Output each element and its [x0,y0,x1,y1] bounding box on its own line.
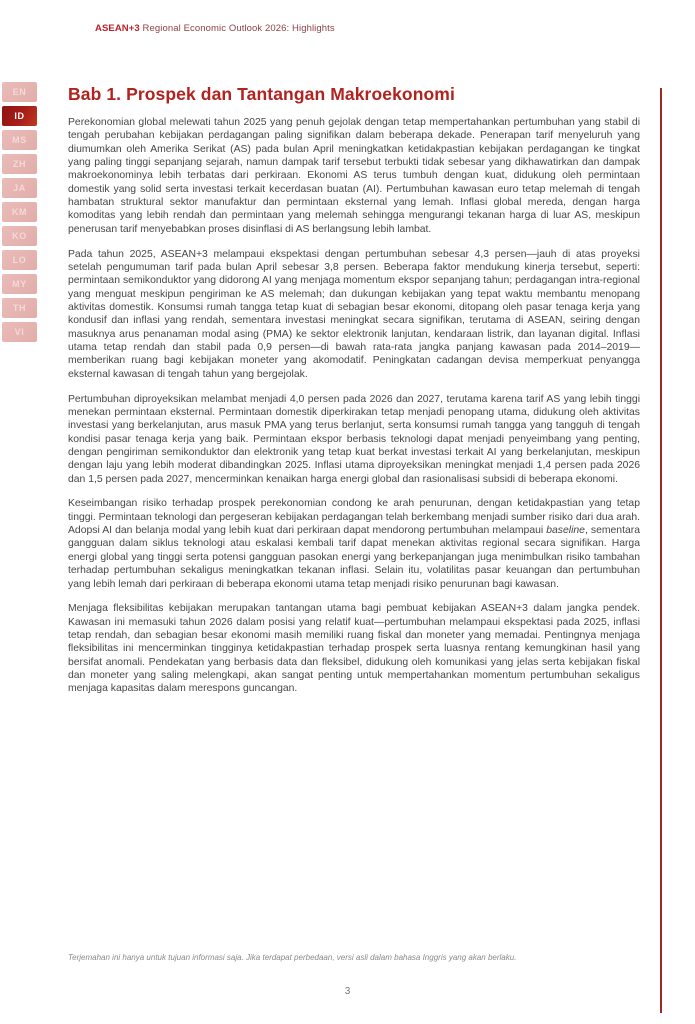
paragraph-5: Menjaga fleksibilitas kebijakan merupakan tantangan utama bagi pembuat kebijakan ASEAN+3 dalam jangka pendek. Kawasan ini memasuki tahun 2026 dalam posisi yang relatif kuat—pertumbuhan melampaui ekspektasi pada 2025, inflasi tetap rendah, dan sebagian besar ekonomi masih memiliki ruang fiskal dan moneter yang memadai. Pentingnya menjaga fleksibilitas ini mencerminkan tingginya ketidakpastian terhadap prospek serta luasnya rentang kemungkinan hasil yang bersifat anomali. Pendekatan yang berbasis data dan fleksibel, didukung oleh komunikasi yang jelas serta kebijakan fiskal dan moneter yang saling melengkapi, akan sangat penting untuk mempertahankan momentum pertumbuhan sekaligus menjaga kapasitas dalam merespons guncangan. [68,603,640,695]
translation-disclaimer: Terjemahan ini hanya untuk tujuan informasi saja. Jika terdapat perbedaan, versi asli dalam bahasa Inggris yang akan berlaku. [68,953,517,962]
page-number: 3 [344,986,351,997]
paragraph-4-after: , sementara gangguan dalam siklus teknologi atau eskalasi kembali tarif dapat menekan aktivitas regional secara signifikan. Harga energi global yang tinggi serta potensi gangguan pasokan energi yang berkepanjangan juga menimbulkan risiko tambahan terhadap pertumbuhan sekaligus meningkatkan tekanan inflasi. Selain itu, volatilitas pasar keuangan dan pertumbuhan yang lebih lemah dari perkiraan di beberapa ekonomi utama tetap menjadi risiko penurunan bagi kawasan. [68,525,640,590]
lang-tab-ko[interactable]: KO [2,226,37,246]
paragraph-4-before: Keseimbangan risiko terhadap prospek perekonomian condong ke arah penurunan, dengan ketidakpastian yang tetap tinggi. Permintaan teknologi dan pergeseran kebijakan perdagangan telah berkembang menjadi sumber risiko dari dua arah. Adopsi AI dan belanja modal yang lebih kuat dari perkiraan dapat mendorong pertumbuhan melampaui [68,498,640,537]
paragraph-1: Perekonomian global melewati tahun 2025 yang penuh gejolak dengan tetap mempertahankan pertumbuhan yang stabil di tengah perubahan kebijakan perdagangan paling signifikan dalam beberapa dekade. Penerapan tarif menyeluruh yang diumumkan oleh Amerika Serikat (AS) pada bulan April meningkatkan ketidakpastian kebijakan perdagangan ke tingkat yang paling tinggi sepanjang sejarah, namun dampak tarif tersebut terbukti tidak sebesar yang dikhawatirkan dan dampak makroekonominya lebih terbatas dari perkiraan. Ekonomi AS terus tumbuh dengan kuat, didukung oleh permintaan domestik yang solid serta investasi terkait kecerdasan buatan (AI). Pertumbuhan kawasan euro tetap melemah di tengah hambatan struktural sektor manufaktur dan permintaan eksternal yang lemah. Inflasi global mereda, dengan harga komoditas yang lebih rendah dan permintaan yang melemah sehingga mengurangi tekanan harga di luar AS, meskipun penerusan tarif menyebabkan proses disinflasi di AS berlangsung lebih lambat. [68,117,640,235]
lang-tab-km[interactable]: KM [2,202,37,222]
chapter-title: Bab 1. Prospek dan Tantangan Makroekonomi [68,84,455,104]
lang-tab-my[interactable]: MY [2,274,37,294]
lang-tab-en[interactable]: EN [2,82,37,102]
lang-tab-id[interactable]: ID [2,106,37,126]
lang-tab-ms[interactable]: MS [2,130,37,150]
lang-tab-th[interactable]: TH [2,298,37,318]
lang-tab-lo[interactable]: LO [2,250,37,270]
lang-tab-zh[interactable]: ZH [2,154,37,174]
right-accent-line [660,88,662,1013]
report-header [95,23,335,34]
report-brand: ASEAN+3 [95,23,140,34]
page-content [68,84,640,707]
paragraph-2: Pada tahun 2025, ASEAN+3 melampaui ekspektasi dengan pertumbuhan sebesar 4,3 persen—jauh di atas proyeksi setelah pengumuman tarif pada bulan April sebesar 3,8 persen. Beberapa faktor mendukung kinerja tersebut, seperti: permintaan semikonduktor yang didorong AI yang menjaga momentum ekspor sepanjang tahun; perdagangan intra-regional yang menguat meskipun pengiriman ke AS melemah; dan dukungan kebijakan yang tepat waktu membantu menopang aktivitas domestik. Konsumsi rumah tangga tetap kuat di sebagian besar ekonomi, ditopang oleh pasar tenaga kerja yang kondusif dan inflasi yang rendah, sementara investasi meningkat secara signifikan, terutama di ASEAN, seiring dengan masuknya arus penanaman modal asing (PMA) ke sektor elektronik lanjutan, kendaraan listrik, dan layanan digital. Inflasi utama tetap rendah dan stabil pada 0,9 persen—di bawah rata-rata jangka panjang kawasan pada 2014–2019—memberikan ruang bagi kebijakan moneter yang akomodatif. Peningkatan cadangan devisa memperkuat penyangga eksternal kawasan di tengah tahun yang bergejolak. [68,248,640,380]
paragraph-4-italic-term: baseline [546,525,585,537]
paragraph-3: Pertumbuhan diproyeksikan melambat menjadi 4,0 persen pada 2026 dan 2027, terutama karena tarif AS yang lebih tinggi menekan permintaan eksternal. Permintaan domestik diperkirakan tetap menjadi penopang utama, didukung oleh aktivitas investasi yang berkelanjutan, arus masuk PMA yang terus berlanjut, serta konsumsi rumah tangga yang tangguh di tengah kondisi pasar tenaga kerja yang baik. Permintaan ekspor berbasis teknologi dapat menjadi penyeimbang yang penting, dengan pengiriman semikonduktor dan elektronik yang tetap kuat berkat investasi terkait AI yang berkelanjutan, meskipun dengan laju yang lebih moderat dibandingkan 2025. Inflasi utama diproyeksikan meningkat menjadi 1,4 persen pada 2026 dan 1,5 persen pada 2027, mencerminkan kenaikan harga energi global dan rasionalisasi subsidi di beberapa ekonomi. [68,393,640,485]
report-subtitle: Regional Economic Outlook 2026: Highlights [142,23,335,34]
language-sidebar [2,82,37,346]
lang-tab-ja[interactable]: JA [2,178,37,198]
lang-tab-vi[interactable]: VI [2,322,37,342]
paragraph-4 [68,497,640,590]
